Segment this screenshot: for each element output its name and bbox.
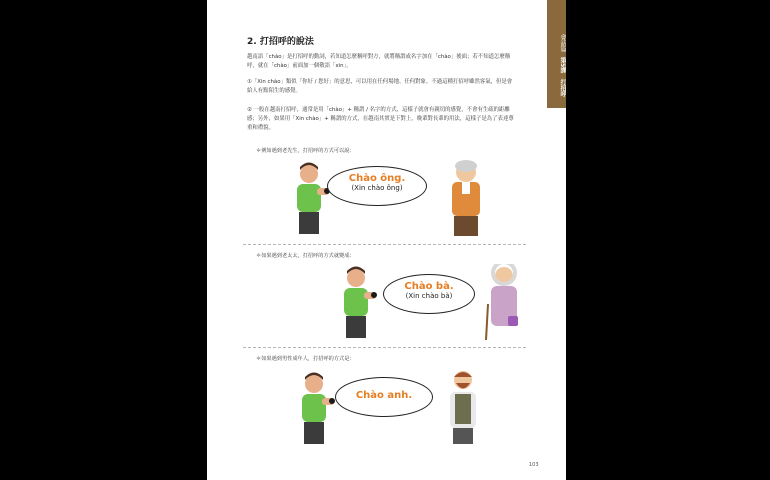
section-divider	[243, 347, 526, 348]
point-2-paragraph: ② 一般在越南打招呼，通常是用「chào」+ 稱謂 / 名字的方式，這樣子就會有親切的感覺，不會有生疏的距離感；另外，如果用「Xin chào」+ 稱謂的方式，在越南其實是下對上，晚輩對長輩的用法，這樣子是為了表達尊重和禮貌。	[247, 107, 514, 131]
intro-paragraph: 越南語「chào」是打招呼的動詞，若知道怎麼稱呼對方，就將稱謂或名字加在「chào」後面；若不知道怎麼稱呼，就在「chào」前面加一個敬語「xin」。	[247, 54, 511, 69]
greeting-full-form: (Xin chào ông)	[351, 184, 403, 192]
example-2-caption: ＊如果遇到老太太，打招呼的方式就變成：	[256, 253, 355, 259]
greeting-phrase: Chào ông.	[348, 173, 406, 184]
section-title: 2. 打招呼的說法	[247, 37, 314, 47]
speech-bubble	[327, 166, 427, 206]
page-number: 103	[529, 462, 539, 468]
section-divider	[243, 244, 526, 245]
adult-man-illustration	[443, 368, 483, 448]
book-page	[207, 0, 566, 480]
speech-bubble	[335, 377, 433, 417]
speech-bubble	[383, 274, 475, 314]
lesson-label: 第5課	[559, 56, 566, 74]
greeting-phrase: Chào bà.	[404, 281, 454, 292]
young-man-illustration	[292, 370, 352, 450]
young-man-illustration	[334, 264, 394, 344]
example-3-caption: ＊如果遇到男性成年人，打招呼的方式是：	[256, 356, 355, 362]
greeting-phrase: Chào anh.	[355, 390, 413, 401]
point-1-paragraph: ①「Xin chào」類似「你好 / 您好」的意思，可以用在任何場地、任何對象。不過這種打招呼雖然客氣，但是會給人有點陌生的感覺。	[247, 79, 513, 94]
old-man-illustration	[442, 160, 492, 240]
chapter-side-tab	[547, 0, 566, 108]
greeting-full-form: (Xin chào bà)	[405, 292, 453, 300]
young-man-illustration	[287, 160, 347, 240]
old-woman-illustration	[482, 264, 527, 344]
chapter-label: 會話篇	[559, 34, 566, 52]
lesson-title: 打招呼	[559, 79, 566, 97]
example-1-caption: ＊例如遇到老先生，打招呼的方式可以說：	[256, 148, 355, 154]
